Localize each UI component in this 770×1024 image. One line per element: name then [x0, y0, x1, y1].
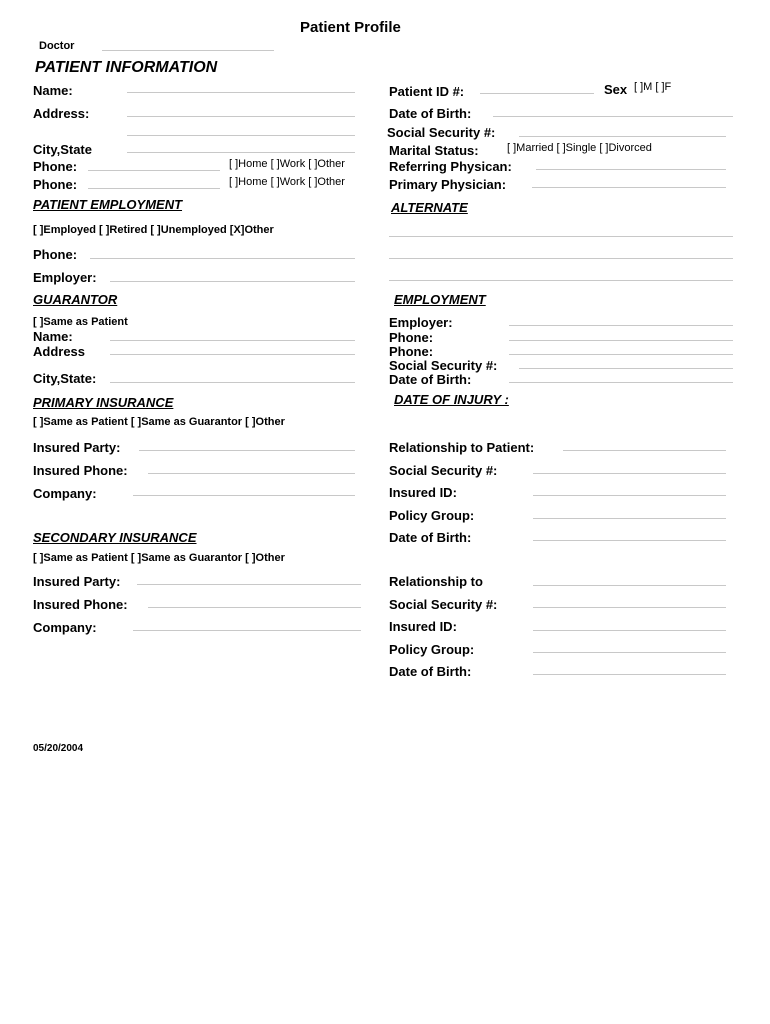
referring-physician-field[interactable]	[536, 169, 726, 170]
employment-status-options[interactable]: [ ]Employed [ ]Retired [ ]Unemployed [X]Other	[33, 224, 274, 236]
secondary-policy-group-field[interactable]	[533, 652, 726, 653]
alternate-field-3[interactable]	[389, 280, 733, 281]
employment-heading: EMPLOYMENT	[394, 292, 486, 307]
secondary-insured-phone-field[interactable]	[148, 607, 361, 608]
secondary-insured-phone-label: Insured Phone:	[33, 597, 128, 612]
employment-employer-label: Employer:	[389, 315, 453, 330]
primary-relationship-field[interactable]	[563, 450, 726, 451]
date-of-injury-heading: DATE OF INJURY :	[394, 392, 509, 407]
primary-insured-party-label: Insured Party:	[33, 440, 121, 455]
secondary-company-field[interactable]	[133, 630, 361, 631]
secondary-ssn-field[interactable]	[533, 607, 726, 608]
employment-employer-field[interactable]	[509, 325, 733, 326]
primary-insurance-options[interactable]: [ ]Same as Patient [ ]Same as Guarantor [ ]Other	[33, 416, 285, 428]
marital-status-options[interactable]: [ ]Married [ ]Single [ ]Divorced	[507, 142, 652, 154]
patient-information-heading: PATIENT INFORMATION	[35, 59, 218, 76]
employment-ssn-field[interactable]	[519, 368, 733, 369]
address-label: Address:	[33, 106, 90, 121]
primary-policy-group-label: Policy Group:	[389, 508, 475, 523]
primary-physician-label: Primary Physician:	[389, 177, 507, 192]
alternate-field-1[interactable]	[389, 236, 733, 237]
primary-policy-group-field[interactable]	[533, 518, 726, 519]
ssn-field[interactable]	[519, 136, 726, 137]
primary-company-label: Company:	[33, 486, 97, 501]
guarantor-address-label: Address	[33, 344, 86, 359]
secondary-relationship-field[interactable]	[533, 585, 726, 586]
primary-ssn-label: Social Security #:	[389, 463, 498, 478]
guarantor-name-field[interactable]	[110, 340, 355, 341]
alternate-heading: ALTERNATE	[391, 200, 468, 215]
guarantor-city-state-label: City,State:	[33, 371, 97, 386]
sex-label: Sex	[604, 82, 628, 97]
primary-dob-label: Date of Birth:	[389, 530, 472, 545]
page-title: Patient Profile	[300, 19, 401, 36]
employer-field[interactable]	[110, 281, 355, 282]
name-field[interactable]	[127, 92, 355, 93]
footer-date: 05/20/2004	[33, 743, 84, 754]
phone-2-label: Phone:	[33, 177, 78, 192]
address-field-1[interactable]	[127, 116, 355, 117]
sex-options[interactable]: [ ]M [ ]F	[634, 81, 672, 93]
phone-type-options[interactable]: [ ]Home [ ]Work [ ]Other	[229, 158, 345, 170]
primary-dob-field[interactable]	[533, 540, 726, 541]
primary-insured-id-field[interactable]	[533, 495, 726, 496]
guarantor-address-field[interactable]	[110, 354, 355, 355]
guarantor-name-label: Name:	[33, 329, 73, 344]
primary-insurance-heading: PRIMARY INSURANCE	[33, 395, 174, 410]
employment-dob-field[interactable]	[509, 382, 733, 383]
city-state-label: City,State	[33, 142, 92, 157]
primary-ssn-field[interactable]	[533, 473, 726, 474]
employment-phone-label: Phone:	[33, 247, 78, 262]
marital-status-label: Marital Status:	[389, 143, 479, 158]
guarantor-city-state-field[interactable]	[110, 382, 355, 383]
employer-label: Employer:	[33, 270, 97, 285]
address-field-2[interactable]	[127, 135, 355, 136]
employment-phone-2-field[interactable]	[509, 354, 733, 355]
secondary-relationship-label: Relationship to	[389, 574, 483, 589]
name-label: Name:	[33, 83, 73, 98]
secondary-insured-party-label: Insured Party:	[33, 574, 121, 589]
primary-insured-phone-field[interactable]	[148, 473, 355, 474]
guarantor-same-as-patient[interactable]: [ ]Same as Patient	[33, 316, 128, 328]
primary-company-field[interactable]	[133, 495, 355, 496]
employment-ssn-label: Social Security #:	[389, 358, 498, 373]
phone-2-field[interactable]	[88, 188, 220, 189]
ssn-label: Social Security #:	[387, 125, 496, 140]
phone-label: Phone:	[33, 159, 78, 174]
secondary-dob-field[interactable]	[533, 674, 726, 675]
doctor-field[interactable]	[102, 50, 274, 51]
guarantor-heading: GUARANTOR	[33, 292, 118, 307]
secondary-ssn-label: Social Security #:	[389, 597, 498, 612]
alternate-field-2[interactable]	[389, 258, 733, 259]
secondary-insurance-heading: SECONDARY INSURANCE	[33, 530, 197, 545]
dob-label: Date of Birth:	[389, 106, 472, 121]
city-state-field[interactable]	[127, 152, 355, 153]
doctor-label: Doctor	[39, 40, 75, 52]
primary-physician-field[interactable]	[532, 187, 726, 188]
employment-phone-1-field[interactable]	[509, 340, 733, 341]
primary-relationship-label: Relationship to Patient:	[389, 440, 535, 455]
employment-phone-field[interactable]	[90, 258, 355, 259]
patient-employment-heading: PATIENT EMPLOYMENT	[33, 197, 183, 212]
primary-insured-phone-label: Insured Phone:	[33, 463, 128, 478]
dob-field[interactable]	[493, 116, 733, 117]
secondary-insured-party-field[interactable]	[137, 584, 361, 585]
patient-id-label: Patient ID #:	[389, 84, 465, 99]
employment-phone-1-label: Phone:	[389, 330, 434, 345]
secondary-dob-label: Date of Birth:	[389, 664, 472, 679]
secondary-insured-id-field[interactable]	[533, 630, 726, 631]
secondary-insured-id-label: Insured ID:	[389, 619, 457, 634]
phone-field[interactable]	[88, 170, 220, 171]
employment-phone-2-label: Phone:	[389, 344, 434, 359]
primary-insured-party-field[interactable]	[139, 450, 355, 451]
patient-id-field[interactable]	[480, 93, 594, 94]
referring-physician-label: Referring Physican:	[389, 159, 512, 174]
secondary-insurance-options[interactable]: [ ]Same as Patient [ ]Same as Guarantor [ ]Other	[33, 552, 285, 564]
secondary-company-label: Company:	[33, 620, 97, 635]
secondary-policy-group-label: Policy Group:	[389, 642, 475, 657]
primary-insured-id-label: Insured ID:	[389, 485, 457, 500]
employment-dob-label: Date of Birth:	[389, 372, 472, 387]
phone-2-type-options[interactable]: [ ]Home [ ]Work [ ]Other	[229, 176, 345, 188]
